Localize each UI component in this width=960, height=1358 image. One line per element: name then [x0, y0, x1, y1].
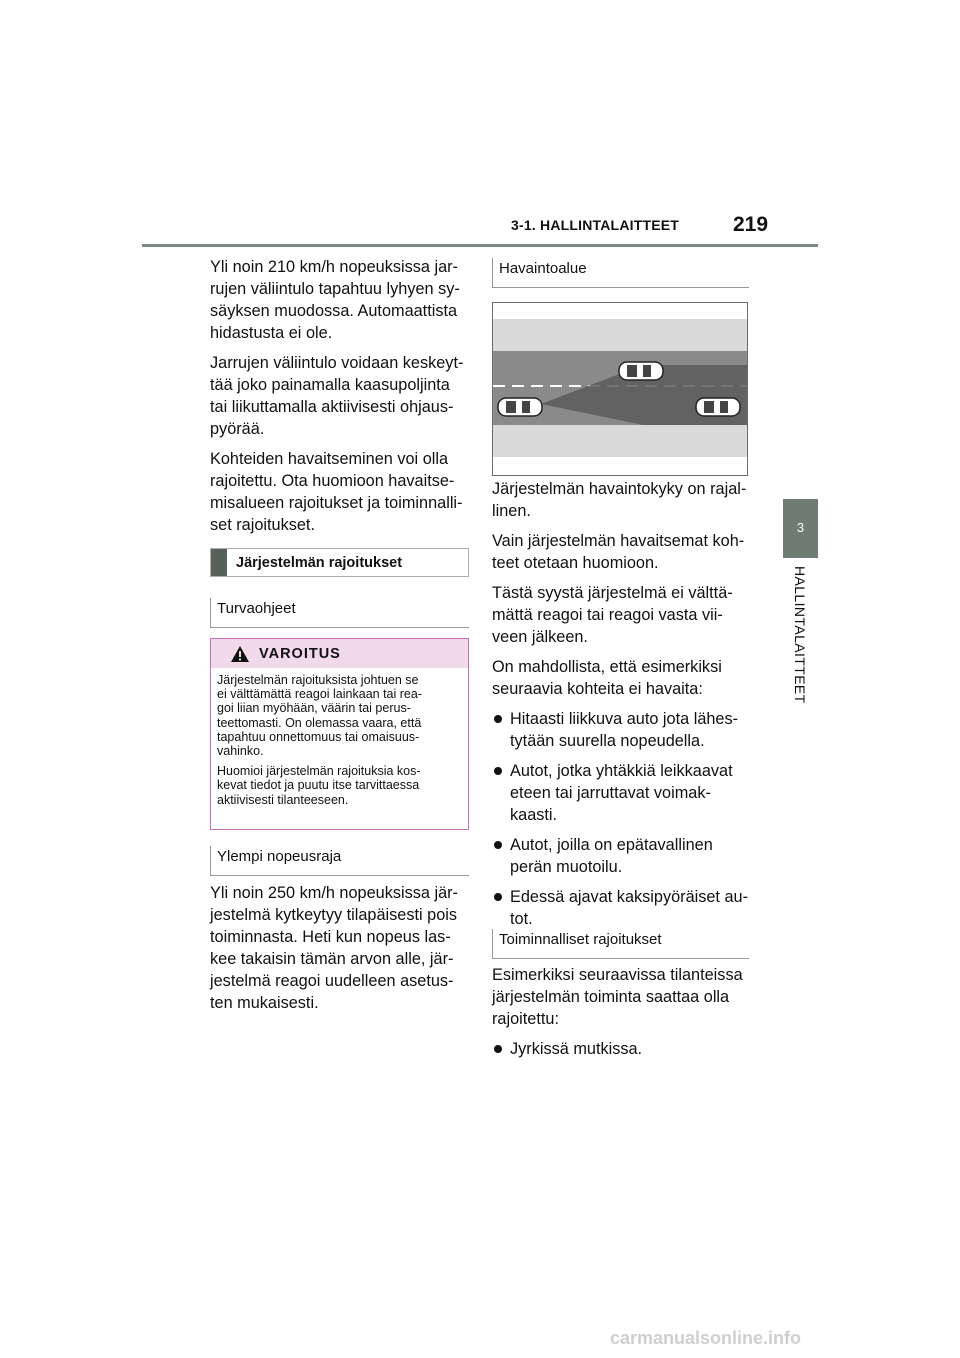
warning-triangle-icon	[230, 645, 250, 663]
right-column	[492, 478, 754, 938]
list-item: Hitaasti liikkuva auto jota lähes- tytään suurella nopeudella.	[492, 708, 754, 752]
watermark[interactable]: carmanualsonline.info	[610, 1328, 802, 1348]
page-number: 219	[733, 213, 769, 236]
right-column-lower	[492, 964, 754, 1068]
running-header-section: 3-1. HALLINTALAITTEET	[511, 217, 680, 233]
section-heading-text: Järjestelmän rajoitukset	[236, 555, 403, 571]
paragraph: Esimerkiksi seuraavissa tilanteissa järjestelmän toiminta saattaa olla rajoitettu:	[492, 966, 743, 1028]
subsection-heading-text: Turvaohjeet	[217, 600, 296, 617]
subsection-rule	[210, 627, 469, 628]
car-icon	[619, 362, 663, 380]
paragraph: Yli noin 250 km/h nopeuksissa jär- jestelmä kytkeytyy tilapäisesti pois toiminnasta. Heti kun nopeus las- kee takaisin tämän arvon alle, jär- jestelmä reagoi uudelleen asetus- ten mukaisesti.	[210, 884, 458, 1012]
paragraph: Järjestelmän havaintokyky on rajal- linen.	[492, 480, 747, 520]
subsection-heading	[210, 598, 469, 628]
left-column-lower	[210, 882, 472, 1022]
subsection-heading	[492, 929, 749, 959]
section-heading	[210, 548, 469, 577]
list-item: Edessä ajavat kaksipyöräiset au- tot.	[492, 886, 754, 930]
heading-marker	[211, 549, 227, 576]
paragraph: On mahdollista, että esimerkiksi seuraavia kohteita ei havaita:	[492, 658, 722, 698]
car-icon	[498, 398, 542, 416]
car-icon	[696, 398, 740, 416]
subsection-heading	[492, 258, 749, 288]
paragraph: Yli noin 210 km/h nopeuksissa jar- rujen väliintulo tapahtuu lyhyen sy- säyksen muodossa. Automaattista hidastusta ei ole.	[210, 258, 460, 342]
paragraph: Jarrujen väliintulo voidaan keskeyt- tää joko painamalla kaasupoljinta tai liikuttamalla aktiivisesti ohjaus- pyörää.	[210, 354, 464, 438]
detection-area-svg	[493, 303, 747, 475]
subsection-rule	[210, 875, 469, 876]
subsection-heading	[210, 846, 469, 876]
warning-title: VAROITUS	[259, 646, 341, 662]
left-column	[210, 256, 472, 544]
chapter-tab-label: HALLINTALAITTEET	[792, 566, 808, 704]
subsection-rule	[492, 287, 749, 288]
warning-text: Järjestelmän rajoituksista johtuen se ei välttämättä reagoi lainkaan tai rea- goi liian myöhään, väärin tai perus- teettomasti. On olemassa vaara, että tapahtuu onnettomuus tai omaisuus- vahinko. Huomioi järjestelmän rajoituksia kos- kevat tiedot ja puutu itse tarvittaessa aktiivisesti tilanteeseen.	[217, 673, 422, 807]
subsection-rule	[492, 958, 749, 959]
list-item: Autot, joilla on epätavallinen perän muotoilu.	[492, 834, 754, 878]
subsection-heading-text: Toiminnalliset rajoitukset	[499, 931, 662, 948]
chapter-tab[interactable]: 3	[783, 499, 818, 558]
subsection-heading-text: Havaintoalue	[499, 260, 587, 277]
list-item: Jyrkissä mutkissa.	[492, 1038, 754, 1060]
paragraph: Vain järjestelmän havaitsemat koh- teet otetaan huomioon.	[492, 532, 745, 572]
paragraph: Tästä syystä järjestelmä ei välttä- mättä reagoi tai reagoi vasta vii- veen jälkeen.	[492, 584, 733, 646]
paragraph: Kohteiden havaitseminen voi olla rajoitettu. Ota huomioon havaitse- misalueen rajoitukset ja toiminnalli- set rajoitukset.	[210, 450, 463, 534]
warning-box	[210, 638, 469, 830]
detection-area-illustration	[492, 302, 748, 476]
list-item: Autot, jotka yhtäkkiä leikkaavat eteen tai jarruttavat voimak- kaasti.	[492, 760, 754, 826]
subsection-heading-text: Ylempi nopeusraja	[217, 848, 342, 865]
header-rule	[142, 244, 818, 247]
